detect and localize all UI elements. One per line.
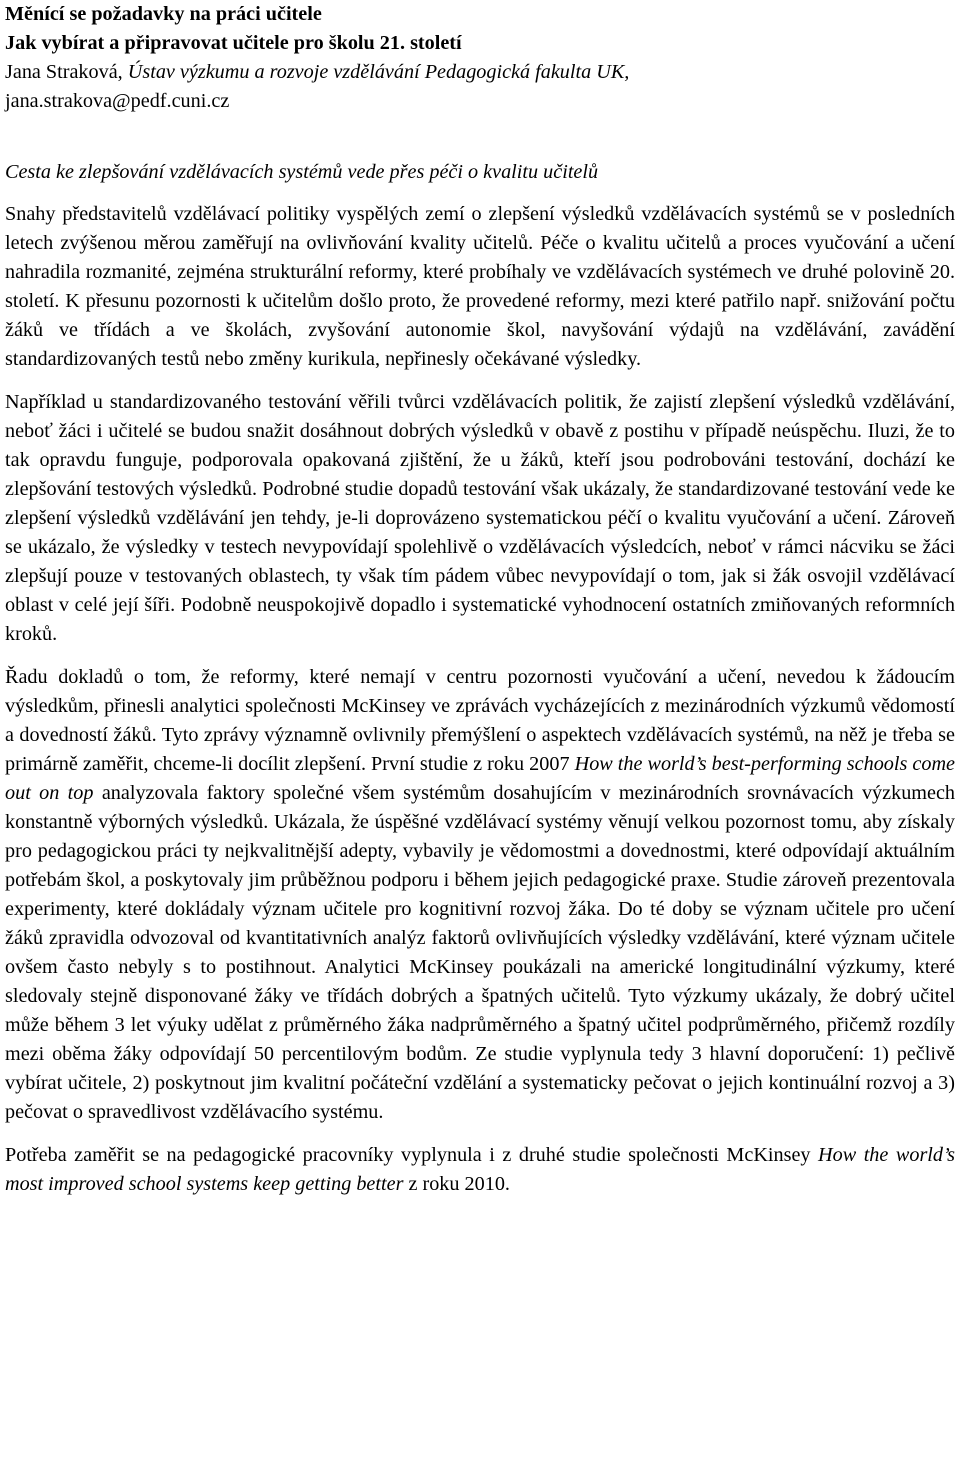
spacer xyxy=(5,374,955,388)
author-email: jana.strakova@pedf.cuni.cz xyxy=(5,90,230,112)
document-title: Jak vybírat a připravovat učitele pro školu 21. století xyxy=(5,32,462,54)
spacer xyxy=(5,1127,955,1141)
spacer xyxy=(5,649,955,663)
study-title-2010: How the world’s most improved school systems keep getting better xyxy=(5,1144,955,1195)
author-affiliation: Ústav výzkumu a rozvoje vzdělávání Pedagogická fakulta UK, xyxy=(127,61,630,83)
paragraph-3-text-a: Řadu dokladů o tom, že reformy, které nemají v centru pozornosti vyučování a učení, nevedou k žádoucím výsledkům, přinesli analytici společnosti McKinsey ve zprávách vycházejících z mezinárodních výzkumů vědomostí a dovedností žáků. Tyto zprávy významně ovlivnily přemýšlení o aspektech vzdělávacích systémů, na něž je třeba se primárně zaměřit, chceme-li docílit zlepšení. První studie z roku 2007 xyxy=(5,666,955,775)
document-page xyxy=(5,0,955,1199)
paragraph-4-text-a: Potřeba zaměřit se na pedagogické pracovníky vyplynula i z druhé studie společnosti McKinsey xyxy=(5,1144,819,1166)
paragraph-4 xyxy=(5,1141,955,1199)
document-kicker: Měnící se požadavky na práci učitele xyxy=(5,3,322,25)
paragraph-4-text-b: z roku 2010. xyxy=(403,1173,510,1195)
paragraph-2: Například u standardizovaného testování věřili tvůrci vzdělávacích politik, že zajistí zlepšení výsledků vzdělávání, neboť žáci i učitelé se budou snažit dosáhnout dobrých výsledků v obavě z postihu v případě neúspěchu. Iluzi, že to tak opravdu funguje, podporovala opakovaná zjištění, že u žáků, kteří jsou podrobováni testování, dochází ke zlepšování testových výsledků. Podrobné studie dopadů testování však ukázaly, že standardizované testování vede ke zlepšení výsledků vzdělávání jen tehdy, je-li doprovázeno systematickou péčí o kvalitu vyučování a učení. Zároveň se ukázalo, že výsledky v testech nevypovídají spolehlivě o vzdělávacích výsledcích, neboť v rámci nácviku se žáci zlepšují pouze v testovaných oblastech, ty však tím pádem vůbec nevypovídají o tom, jak si žák osvojil vzdělávací oblast v celé její šíři. Podobně neuspokojivě dopadlo i systematické vyhodnocení ostatních zmiňovaných reformních kroků. xyxy=(5,391,955,645)
author-name: Jana Straková, xyxy=(5,61,128,83)
spacer xyxy=(5,116,955,158)
paragraph-3-text-b: analyzovala faktory společné všem systémům dosahujícím v mezinárodních srovnávacích výzkumech konstantně výborných výsledků. Ukázala, že úspěšné vzdělávací systémy věnují velkou pozornost tomu, aby získaly pro pedagogickou práci ty nejkvalitnější adepty, vybavily je vědomostmi a dovednostmi, které odpovídají aktuálním potřebám škol, a poskytovaly jim průběžnou podporu i během jejich pedagogické praxe. Studie zároveň prezentovala experimenty, které dokládaly význam učitele pro kognitivní rozvoj žáka. Do té doby se význam učitele pro učení žáků zpravidla odvozoval od kvantitativních analýz faktorů ovlivňujících výsledky vzdělávání, které význam učitele ovšem často nebyly s to postihnout. Analytici McKinsey poukázali na americké longitudinální výzkumy, které sledovaly stejně disponované žáky ve třídách dobrých a špatných učitelů. Tyto výzkumy ukázaly, že dobrý učitel může během 3 let výuky udělat z průměrného žáka nadprůměrného a špatný učitel podprůměrného, přičemž rozdíly mezi oběma žáky odpovídají 50 percentilovým bodům. Ze studie vyplynula tedy 3 hlavní doporučení: 1) pečlivě vybírat učitele, 2) poskytnout jim kvalitní počáteční vzdělání a systematicky pečovat o jejich kontinuální rozvoj a 3) pečovat o spravedlivost vzdělávacího systému. xyxy=(5,782,956,1123)
study-title-2007: How the world’s best-performing schools come out on top xyxy=(5,753,955,804)
paragraph-1: Snahy představitelů vzdělávací politiky vyspělých zemí o zlepšení výsledků vzdělávacích systémů se v posledních letech zvýšenou měrou zaměřují na ovlivňování kvality učitelů. Péče o kvalitu učitelů a proces vyučování a učení nahradila rozmanité, zejména strukturální reformy, které probíhaly ve vzdělávacích systémech ve druhé polovině 20. století. K přesunu pozornosti k učitelům došlo proto, že provedené reformy, mezi které patřilo např. snižování počtu žáků ve třídách a ve školách, zvyšování autonomie škol, navyšování výdajů na vzdělávání, zavádění standardizovaných testů nebo změny kurikula, nepřinesly očekávané výsledky. xyxy=(5,203,955,370)
section-heading: Cesta ke zlepšování vzdělávacích systémů vede přes péči o kvalitu učitelů xyxy=(5,161,599,183)
paragraph-3 xyxy=(5,663,955,1127)
author-line xyxy=(5,58,955,87)
